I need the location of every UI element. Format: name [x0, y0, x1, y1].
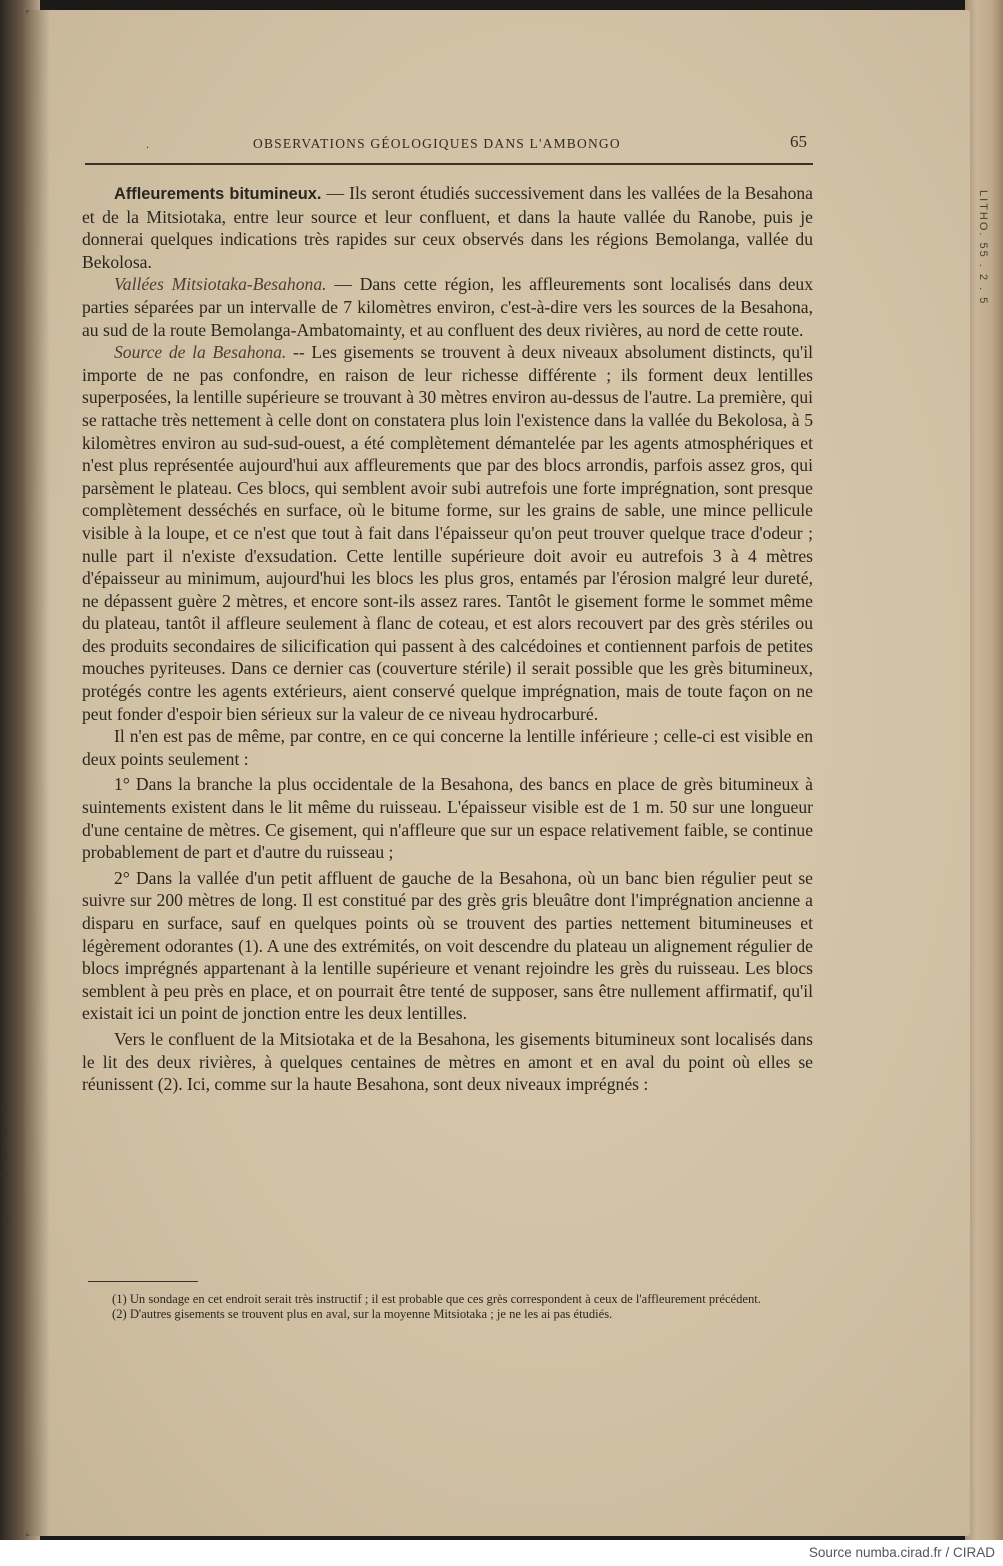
paragraph-text: — Dans cette région, les affleurements sont localisés dans deux parties séparées par un intervalle de 7 kilomètres environ, c'est-à-dire vers les sources de la Besahona, au sud de la route Bemolanga-Ambatomainty, et au confluent des deux rivières, au nord de cette route.	[82, 274, 813, 340]
margin-mark: s	[2, 1102, 8, 1117]
page-number: 65	[790, 132, 807, 151]
paragraph: 2° Dans la vallée d'un petit affluent de gauche de la Besahona, où un banc bien régulier peut se suivre sur 200 mètres de long. Il est constitué par des grès gris bleuâtre dont l'imprégnation ancienne a disparu en surface, sauf en quelques points où se trouvent des parties nettement bitumineuses et légèrement odorantes (1). A une des extrémités, on voit descendre du plateau un alignement régulier de blocs imprégnés appartenant à la lentille supérieure et venant rejoindre les grès du ruisseau. Les blocs semblent à peu près en place, et on pourrait être tenté de supposer, sans être nullement affirmatif, qu'il existait ici un point de jonction entre les deux lentilles.	[82, 867, 813, 1024]
margin-mark: e	[2, 1168, 9, 1183]
paragraph	[82, 341, 813, 725]
footnote: (1) Un sondage en cet endroit serait très instructif ; il est probable que ces grès correspondent à ceux de l'affleurement précédent.	[112, 1292, 761, 1306]
footnote-rule	[88, 1281, 198, 1282]
margin-mark: 1	[2, 1124, 9, 1139]
paragraph	[82, 182, 813, 273]
paragraph: Il n'en est pas de même, par contre, en ce qui concerne la lentille inférieure ; celle-ci est visible en deux points seulement :	[82, 726, 813, 769]
header-dot: .	[146, 140, 150, 151]
subsection-heading: Source de la Besahona.	[114, 342, 287, 363]
paragraph	[82, 273, 813, 341]
running-title: OBSERVATIONS GÉOLOGIQUES DANS L'AMBONGO	[253, 136, 621, 151]
footnote: (2) D'autres gisements se trouvent plus en aval, sur la moyenne Mitsiotaka ; je ne les ai pas étudiés.	[112, 1307, 613, 1321]
page-gutter-shadow	[26, 10, 50, 1536]
margin-mark: i	[2, 1080, 6, 1095]
header-rule	[85, 163, 813, 165]
margin-mark: i.	[2, 1212, 10, 1227]
section-heading: Affleurements bitumineux.	[114, 185, 322, 203]
running-header	[88, 130, 813, 160]
footnotes	[86, 1292, 813, 1322]
paragraph-text: -- Les gisements se trouvent à deux niveaux absolument distincts, qu'il importe de ne pas confondre, en raison de leur richesse différente ; ils forment deux lentilles superposées, la lentille supérieure se trouvant à 30 mètres environ au-dessus de l'autre. La première, qui se rattache très nettement à celle dont on constatera plus loin l'existence dans la vallée du Bekolosa, à 5 kilomètres environ au sud-sud-ouest, a été complètement démantelée par les agents atmosphériques et n'est plus représentée aujourd'hui aux affleurements que par des blocs arrondis, parfois assez gros, qui parsèment le plateau. Ces blocs, qui semblent avoir subi autrefois une forte imprégnation, sont presque complètement desséchés en surface, où le bitume forme, sur les grains de sable, une mince pellicule visible à la loupe, et ce n'est que tout à fait dans l'épaisseur qu'on peut trouver quelque trace d'odeur ; nulle part il n'existe d'exsudation. Cette lentille supérieure doit avoir eu autrefois 3 à 4 mètres d'épaisseur au minimum, aujourd'hui les blocs les plus gros, entamés par l'érosion malgré leur dureté, ne dépassent guère 2 mètres, et encore sont-ils assez rares. Tantôt le gisement forme le sommet même du plateau, tantôt il affleure seulement à flanc de coteau, et est alors recouvert par des grès stériles ou des produits secondaires de silicification qui passent à des calcédoines et contiennent parfois de petites mouches pyriteuses. Dans ce dernier cas (couverture stérile) il serait possible que les grès bitumineux, protégés contre les agents extérieurs, aient conservé quelque imprégnation, mais de toute façon on ne peut fonder d'espoir bien sérieux sur la valeur de ce niveau hydrocarburé.	[82, 342, 813, 724]
page-stack-edge	[965, 0, 1003, 1540]
edge-stamp: LITHO. 55 . 2 . 5	[977, 190, 989, 306]
subsection-heading: Vallées Mitsiotaka-Besahona.	[114, 274, 327, 295]
margin-marks	[0, 1080, 20, 1340]
paragraph-text: — Ils seront étudiés successivement dans les vallées de la Besahona et de la Mitsiotaka, entre leur source et leur confluent, et dans la haute vallée du Ranobe, puis je donnerai quelques indications très rapides sur ceux observés dans les régions Bemolanga, vallée du Bekolosa.	[82, 183, 813, 272]
body-text	[82, 182, 813, 1096]
margin-mark: 1	[2, 1146, 9, 1161]
source-credit: Source numba.cirad.fr / CIRAD	[808, 1545, 995, 1560]
paragraph: 1° Dans la branche la plus occidentale de la Besahona, des bancs en place de grès bitumineux à suintements existent dans le lit même du ruisseau. L'épaisseur visible est de 1 m. 50 sur une longueur d'une centaine de mètres. Ce gisement, qui n'affleure que sur un espace relativement faible, se continue probablement de part et d'autre du ruisseau ;	[82, 774, 813, 863]
paragraph: Vers le confluent de la Mitsiotaka et de la Besahona, les gisements bitumineux sont localisés dans le lit des deux rivières, à quelques centaines de mètres en amont et en aval du point où elles se réunissent (2). Ici, comme sur la haute Besahona, sont deux niveaux imprégnés :	[82, 1028, 813, 1095]
